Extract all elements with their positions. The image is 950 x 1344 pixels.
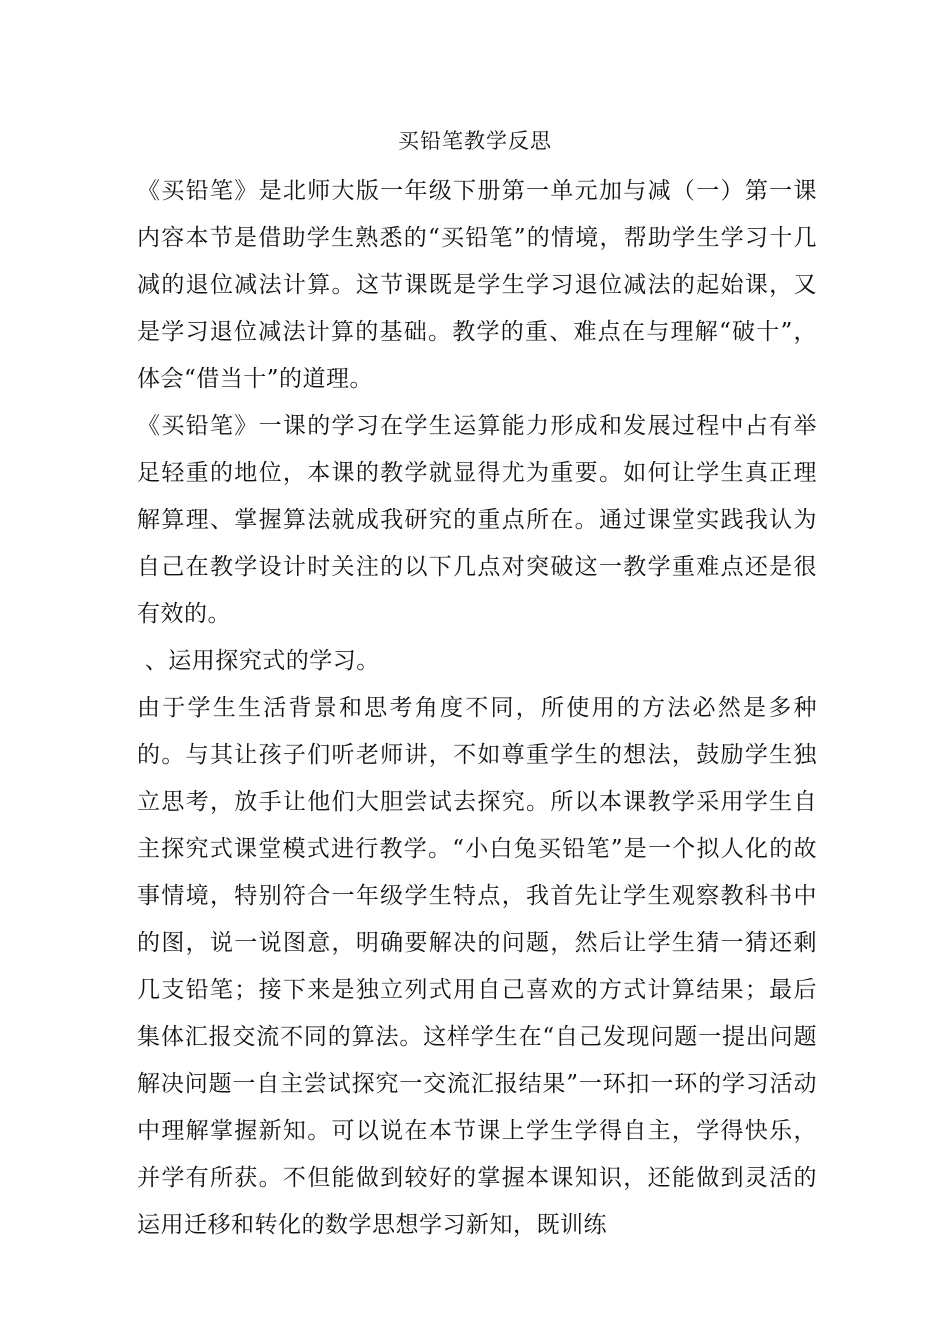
document-body — [137, 168, 817, 1249]
paragraph-inquiry-detail: 由于学生生活背景和思考角度不同，所使用的方法必然是多种的。与其让孩子们听老师讲，不如尊重学生的想法，鼓励学生独立思考，放手让他们大胆尝试去探究。所以本课教学采用学生自主探究式课堂模式进行教学。“小白兔买铅笔”是一个拟人化的故事情境，特别符合一年级学生特点，我首先让学生观察教科书中的图，说一说图意，明确要解决的问题，然后让学生猜一猜还剩几支铅笔；接下来是独立列式用自己喜欢的方式计算结果；最后集体汇报交流不同的算法。这样学生在“自己发现问题一提出问题解决问题一自主尝试探究一交流汇报结果”一环扣一环的学习活动中理解掌握新知。可以说在本节课上学生学得自主，学得快乐，并学有所获。不但能做到较好的掌握本课知识，还能做到灵活的运用迁移和转化的数学思想学习新知，既训练 — [137, 695, 817, 1238]
paragraph-intro: 《买铅笔》是北师大版一年级下册第一单元加与减（一）第一课内容本节是借助学生熟悉的“买铅笔”的情境，帮助学生学习十几减的退位减法计算。这节课既是学生学习退位减法的起始课，又是学习退位减法计算的基础。教学的重、难点在与理解“破十”，体会“借当十”的道理。 — [137, 178, 817, 392]
paragraph-importance: 《买铅笔》一课的学习在学生运算能力形成和发展过程中占有举足轻重的地位，本课的教学就显得尤为重要。如何让学生真正理解算理、掌握算法就成我研究的重点所在。通过课堂实践我认为自己在教学设计时关注的以下几点对突破这一教学重难点还是很有效的。 — [137, 413, 817, 627]
paragraph-heading-inquiry: 、运用探究式的学习。 — [137, 648, 380, 674]
document-title: 买铅笔教学反思 — [398, 129, 552, 153]
